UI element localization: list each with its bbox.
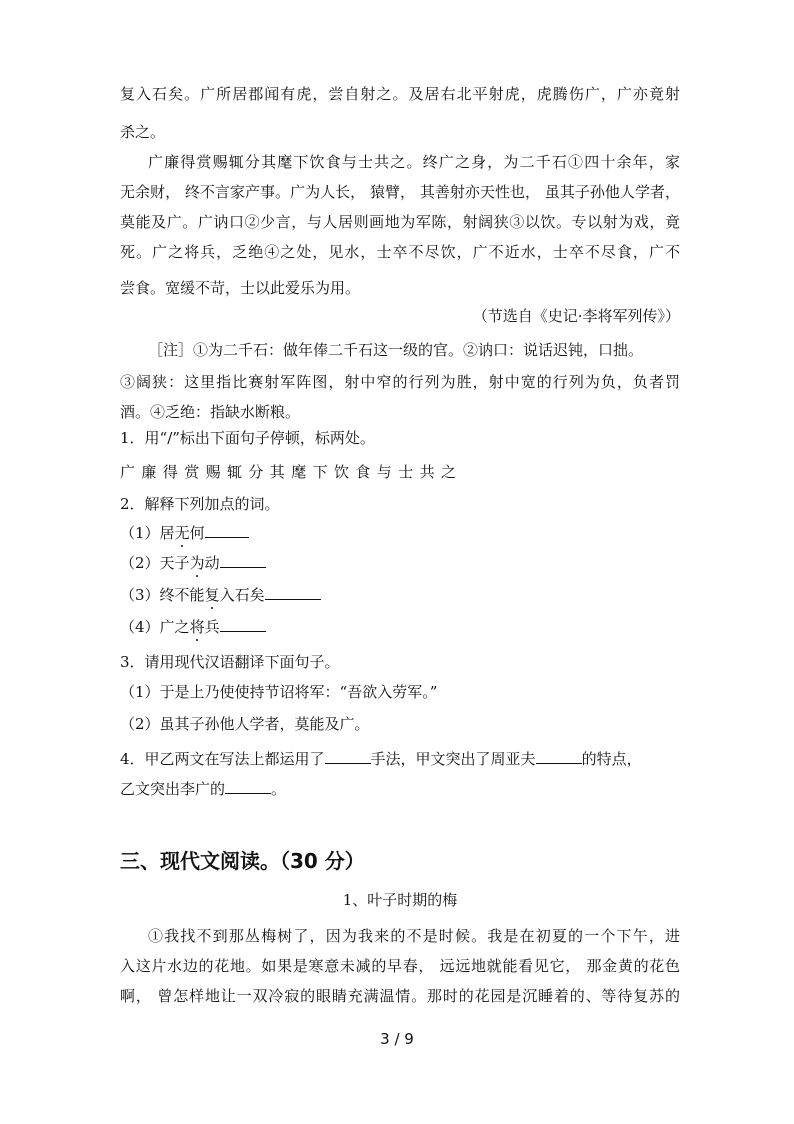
answer-blank[interactable] bbox=[220, 616, 266, 632]
item-text: 天子 bbox=[159, 554, 190, 572]
question-2-prompt: 2．解释下列加点的词。 bbox=[120, 495, 280, 513]
item-number: （3） bbox=[120, 586, 160, 604]
item-text: 兵 bbox=[204, 618, 220, 636]
note-line: ［注］①为二千石：做年俸二千石这一级的官。②讷口：说话迟钝，口拙。 bbox=[148, 341, 644, 359]
answer-blank[interactable] bbox=[265, 584, 321, 600]
note-line: ③阔狭：这里指比赛射军阵图，射中窄的行列为胜，射中宽的行列为负，负者罚 bbox=[120, 373, 680, 391]
answer-blank[interactable] bbox=[220, 552, 266, 568]
question-1-sentence: 广廉得赏赐辄分其麾下饮食与士共之 bbox=[120, 463, 463, 481]
passage-line: 无余财， 终不言家产事。广为人长， 猿臂， 其善射亦天性也， 虽其子孙他人学者， bbox=[120, 183, 680, 201]
answer-blank[interactable] bbox=[325, 748, 371, 764]
answer-blank[interactable] bbox=[225, 778, 271, 794]
q4-text: 的特点， bbox=[581, 750, 642, 768]
answer-blank[interactable] bbox=[536, 748, 582, 764]
item-text: 终不能 bbox=[159, 586, 205, 604]
item-text: 居 bbox=[159, 524, 175, 542]
question-3-prompt: 3．请用现代汉语翻译下面句子。 bbox=[120, 653, 340, 671]
passage-line: 莫能及广。广讷口②少言，与人居则画地为军陈，射阔狭③以饮。专以射为戏，竟 bbox=[120, 213, 680, 231]
passage-line: 广廉得赏赐辄分其麾下饮食与士共之。终广之身，为二千石①四十余年，家 bbox=[148, 153, 680, 171]
item-number: （1） bbox=[120, 524, 160, 542]
item-text: 广之 bbox=[159, 618, 190, 636]
question-2-item-1 bbox=[120, 522, 680, 543]
passage-line: 复入石矣。广所居郡闻有虎，尝自射之。及居右北平射虎，虎腾伤广，广亦竟射 bbox=[120, 85, 680, 103]
dotted-word: 将 bbox=[189, 618, 205, 636]
passage-line: 杀之。 bbox=[120, 123, 166, 141]
note-line: 酒。④乏绝：指缺水断粮。 bbox=[120, 403, 301, 421]
question-4-line-1 bbox=[120, 748, 680, 769]
dotted-word: 复 bbox=[204, 586, 220, 604]
question-3-item: （2）虽其子孙他人学者，莫能及广。 bbox=[120, 715, 370, 733]
q4-text: 手法，甲文突出了周亚夫 bbox=[370, 750, 536, 768]
item-number: （2） bbox=[120, 554, 160, 572]
item-text: 动 bbox=[204, 554, 220, 572]
question-3-item: （1）于是上乃使使持节诏将军：“吾欲入劳军。” bbox=[120, 683, 438, 701]
q4-text: 。 bbox=[271, 780, 287, 798]
item-text: 入石矣 bbox=[219, 586, 265, 604]
passage-line: 死。广之将兵，乏绝④之处，见水，士卒不尽饮，广不近水，士卒不尽食，广不 bbox=[120, 243, 680, 261]
dotted-word: 为 bbox=[189, 554, 205, 572]
article-line: 啊， 曾怎样地让一双冷寂的眼睛充满温情。那时的花园是沉睡着的、等待复苏的 bbox=[120, 987, 680, 1005]
article-line: 入这片水边的花地。如果是寒意未减的早春， 远远地就能看见它， 那金黄的花色 bbox=[120, 957, 680, 975]
question-2-item-2 bbox=[120, 552, 680, 573]
answer-blank[interactable] bbox=[205, 522, 249, 538]
q4-text: 乙文突出李广的 bbox=[120, 780, 226, 798]
passage-source: （节选自《史记·李将军列传》） bbox=[472, 307, 680, 325]
passage-line: 尝食。宽缓不苛，士以此爱乐为用。 bbox=[120, 279, 361, 297]
question-2-item-4 bbox=[120, 616, 680, 637]
article-line: ①我找不到那丛梅树了，因为我来的不是时候。我是在初夏的一个下午，进 bbox=[148, 927, 680, 945]
question-1-prompt: 1．用“/”标出下面句子停顿，标两处。 bbox=[120, 429, 375, 447]
item-text: 何 bbox=[189, 524, 205, 542]
page-number: 3 / 9 bbox=[380, 1030, 414, 1048]
item-number: （4） bbox=[120, 618, 160, 636]
question-4-line-2 bbox=[120, 778, 680, 799]
section-heading: 三、现代文阅读。（30 分） bbox=[120, 849, 365, 873]
dotted-word: 无 bbox=[174, 524, 190, 542]
q4-text: 4．甲乙两文在写法上都运用了 bbox=[120, 750, 325, 768]
question-2-item-3 bbox=[120, 584, 680, 605]
article-title: 1、叶子时期的梅 bbox=[342, 891, 458, 909]
